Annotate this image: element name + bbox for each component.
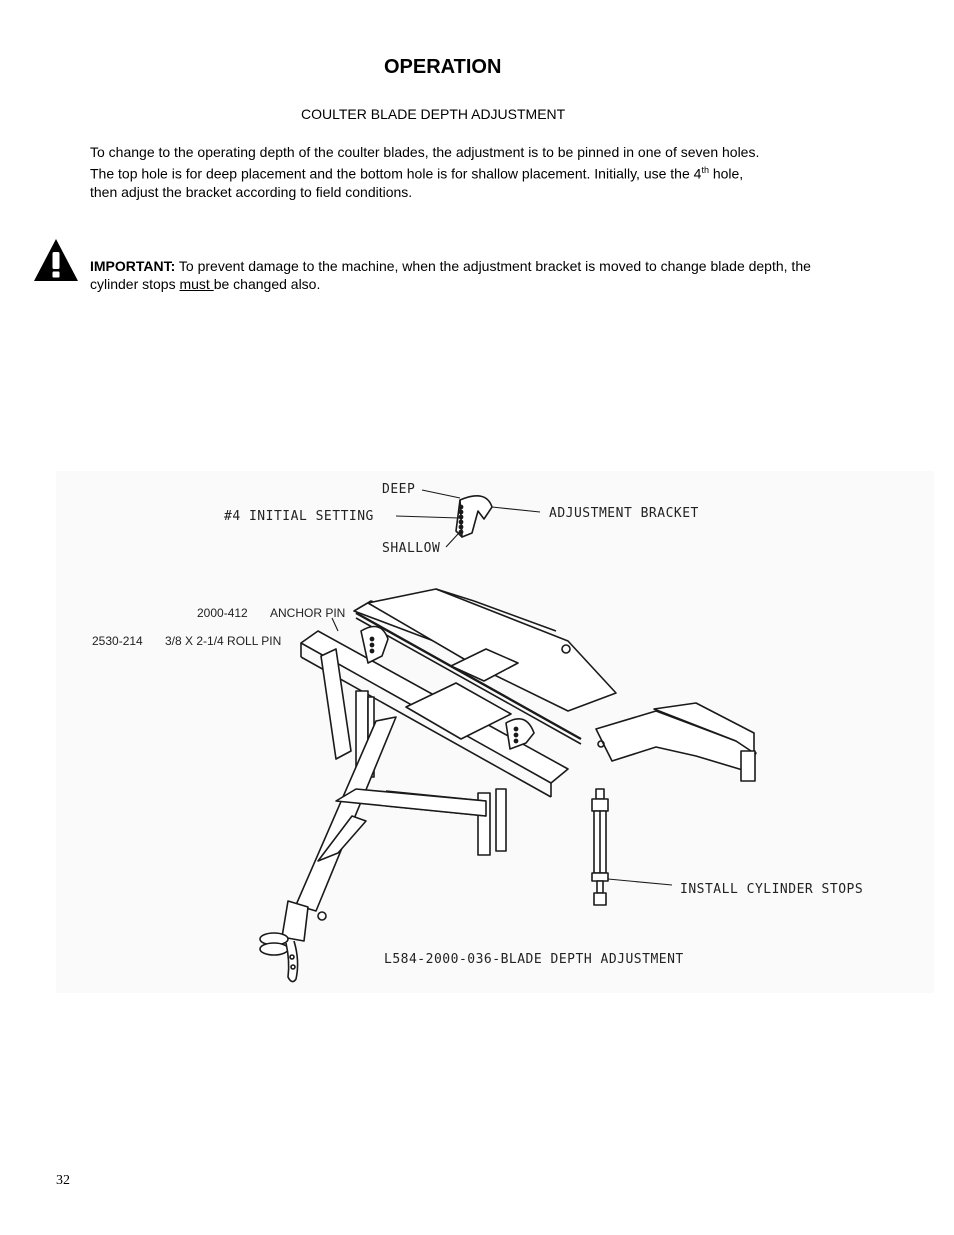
- label-adjustment-bracket: ADJUSTMENT BRACKET: [549, 506, 699, 521]
- label-deep: DEEP: [382, 482, 416, 497]
- paragraph-line: To change to the operating depth of the coulter blades, the adjustment is to be pinned in one of seven holes.: [90, 144, 760, 160]
- page-number: 32: [56, 1173, 70, 1188]
- label-anchor-pin-part: 2000-412: [197, 606, 248, 620]
- paragraph-line: The top hole is for deep placement and the bottom hole is for shallow placement. Initially, use the 4th hole,: [90, 165, 744, 182]
- label-shallow: SHALLOW: [382, 541, 441, 556]
- warning-triangle-icon: [33, 238, 79, 282]
- label-install-cylinder-stops: INSTALL CYLINDER STOPS: [680, 882, 864, 897]
- hydraulic-cylinder: [592, 789, 672, 905]
- label-anchor-pin: ANCHOR PIN: [270, 606, 346, 620]
- page-title: OPERATION: [384, 56, 502, 78]
- label-roll-pin: 3/8 X 2-1/4 ROLL PIN: [165, 634, 282, 648]
- adjustment-bracket-detail: [456, 496, 492, 537]
- figure-caption: L584-2000-036-BLADE DEPTH ADJUSTMENT: [384, 952, 684, 967]
- label-roll-pin-part: 2530-214: [92, 634, 143, 648]
- blade-depth-adjustment-diagram: [56, 471, 934, 993]
- instructions-paragraph: [90, 143, 850, 201]
- important-label: IMPORTANT:: [90, 258, 176, 274]
- diagram-drawing: [56, 471, 934, 993]
- important-notice: IMPORTANT: To prevent damage to the machine, when the adjustment bracket is moved to change blade depth, the cylinder stops must be changed also.: [90, 258, 811, 292]
- main-frame: [260, 589, 756, 982]
- label-initial-setting: #4 INITIAL SETTING: [224, 509, 374, 524]
- emphasis-must: must: [179, 276, 214, 292]
- section-subtitle: COULTER BLADE DEPTH ADJUSTMENT: [301, 106, 566, 122]
- paragraph-line: then adjust the bracket according to field conditions.: [90, 183, 413, 200]
